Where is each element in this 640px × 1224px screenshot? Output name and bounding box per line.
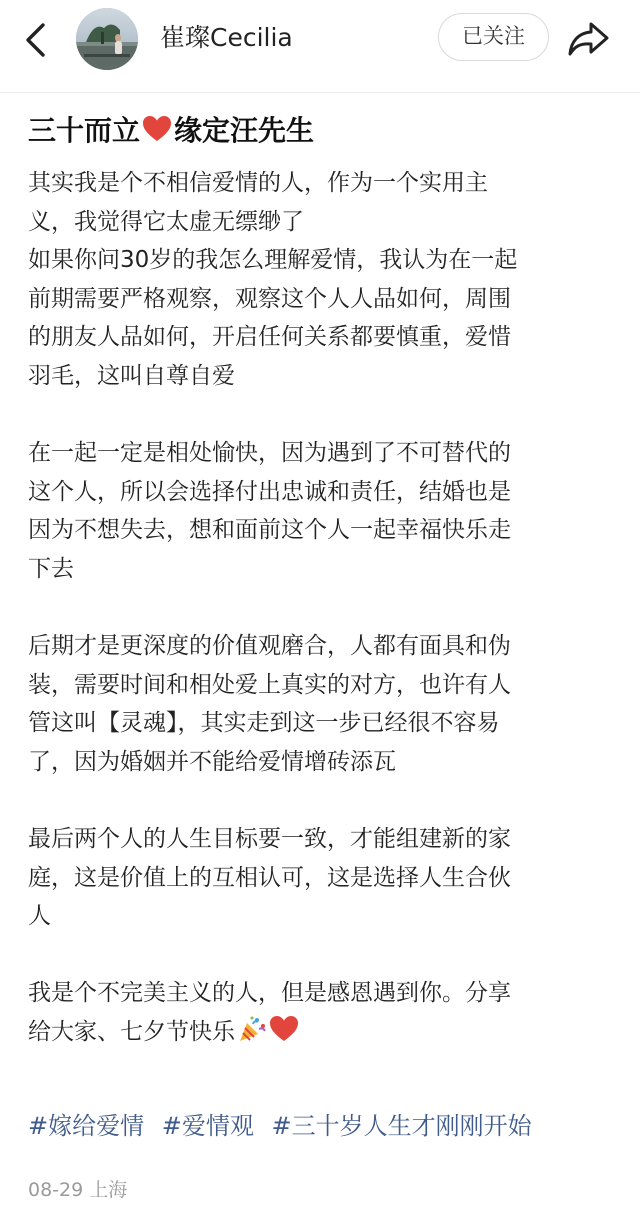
hashtag-link[interactable]: #嫁给爱情 — [28, 1112, 145, 1140]
hashtag-link[interactable]: #爱情观 — [161, 1112, 254, 1140]
body-line: 下去 — [28, 555, 74, 582]
avatar[interactable] — [76, 8, 138, 70]
body-line: 最后两个人的人生目标要一致，才能组建新的家 — [28, 826, 511, 853]
red-heart-icon — [269, 1015, 299, 1043]
paragraph-gap — [28, 396, 618, 435]
body-line: 了，因为婚姻并不能给爱情增砖添瓦 — [28, 748, 396, 775]
header-divider — [0, 92, 640, 93]
body-line: 其实我是个不相信爱情的人，作为一个实用主 — [28, 170, 488, 196]
paragraph-gap — [28, 782, 618, 821]
username[interactable]: 崔璨Cecilia — [160, 23, 293, 52]
post-location: 上海 — [89, 1179, 128, 1201]
hashtag-link[interactable]: #三十岁人生才刚刚开始 — [271, 1112, 532, 1140]
body-line: 因为不想失去，想和面前这个人一起幸福快乐走 — [28, 517, 511, 544]
post-meta — [28, 1175, 127, 1205]
post-title-part-2: 缘定汪先生 — [174, 114, 315, 147]
post-title-part-1: 三十而立 — [28, 114, 141, 147]
red-heart-icon — [142, 115, 172, 143]
top-bar — [0, 0, 640, 80]
share-button[interactable] — [564, 16, 614, 62]
back-button[interactable] — [18, 20, 54, 60]
body-line: 庭，这是价值上的互相认可，这是选择人生合伙 — [28, 864, 511, 891]
body-line-text: 给大家、七夕节快乐 — [28, 1019, 235, 1046]
paragraph-gap — [28, 936, 618, 975]
body-line: 在一起一定是相处愉快，因为遇到了不可替代的 — [28, 440, 511, 467]
post-body — [28, 164, 618, 1052]
share-arrow-icon — [567, 20, 611, 58]
body-line: 装，需要时间和相处爱上真实的对方，也许有人 — [28, 671, 511, 698]
body-line: 如果你问30岁的我怎么理解爱情，我认为在一起 — [28, 247, 518, 274]
party-popper-icon — [237, 1015, 267, 1043]
chevron-left-icon — [23, 22, 49, 58]
body-line: 的朋友人品如何，开启任何关系都要慎重，爱惜 — [28, 324, 511, 351]
body-line: 后期才是更深度的价值观磨合，人都有面具和伪 — [28, 633, 511, 660]
avatar-photo — [76, 8, 138, 70]
follow-button[interactable]: 已关注 — [438, 13, 549, 61]
paragraph-gap — [28, 589, 618, 628]
body-line: 管这叫【灵魂】，其实走到这一步已经很不容易 — [28, 710, 500, 737]
post-date: 08-29 — [28, 1179, 84, 1201]
post-title — [28, 108, 314, 154]
body-line: 我是个不完美主义的人，但是感恩遇到你。分享 — [28, 980, 511, 1007]
hashtag-row — [28, 1106, 542, 1146]
body-line: 人 — [28, 903, 51, 930]
body-line-with-emoji — [28, 1013, 618, 1052]
body-line: 这个人，所以会选择付出忠诚和责任，结婚也是 — [28, 478, 511, 505]
body-line: 前期需要严格观察，观察这个人人品如何，周围 — [28, 285, 511, 312]
body-line: 义，我觉得它太虚无缥缈了 — [28, 208, 304, 235]
body-line: 羽毛，这叫自尊自爱 — [28, 362, 235, 389]
